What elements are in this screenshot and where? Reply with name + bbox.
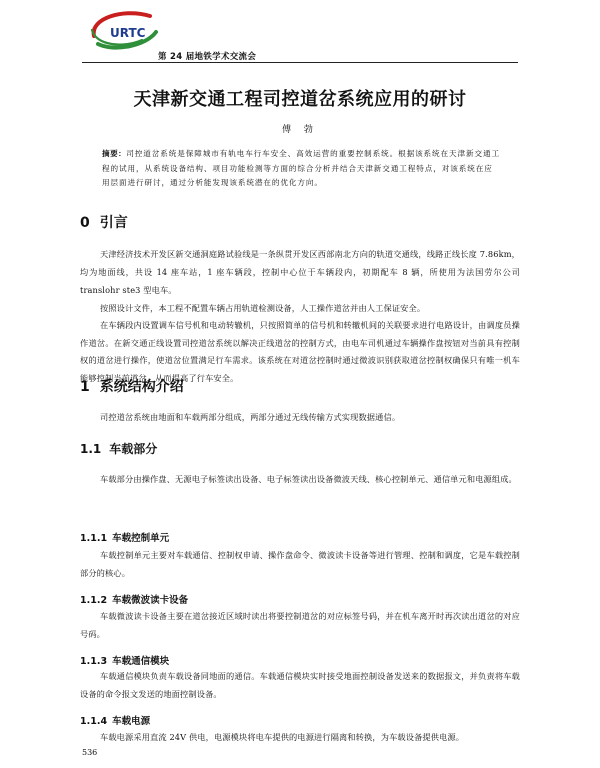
section-title: 车载部分 — [109, 442, 158, 456]
conference-name: 第 24 届地铁学术交流会 — [158, 52, 257, 62]
header-rule — [82, 62, 518, 63]
section-number: 1.1.3 — [80, 656, 108, 667]
page-number: 536 — [82, 748, 98, 757]
abstract-text: 司控道岔系统是保障城市有轨电车行车安全、高效运营的重要控制系统。根据该系统在天津新交通工程的试用，从系统设备结构、项目功能检测等方面的综合分析并结合天津新交通工程特点，对该系统在应用层面进行研讨，通过分析能发现该系统潜在的优化方向。 — [102, 149, 501, 187]
logo-text: URTC — [110, 26, 146, 40]
paragraph: 车载控制单元主要对车载通信、控制权申请、操作盘命令、微波读卡设备等进行管理、控制和调度，它是车载控制部分的核心。 — [80, 550, 520, 578]
abstract-label: 摘要： — [102, 149, 127, 158]
section-title: 系统结构介绍 — [99, 379, 184, 395]
subsubsection-heading-1-1-3 — [80, 653, 169, 667]
paper-author: 傅 勃 — [282, 125, 318, 135]
section-number: 0 — [80, 215, 90, 231]
section-title: 车载微波读卡设备 — [112, 595, 189, 606]
section-number: 1 — [80, 379, 90, 395]
section-title: 车载电源 — [112, 716, 151, 727]
subsubsection-heading-1-1-2 — [80, 592, 188, 606]
paragraph: 司控道岔系统由地面和车载两部分组成，两部分通过无线传输方式实现数据通信。 — [100, 412, 401, 422]
section-number: 1.1 — [80, 442, 102, 456]
section-number: 1.1.2 — [80, 595, 108, 606]
section-heading-1 — [80, 376, 184, 396]
paragraph: 车载微波读卡设备主要在道岔接近区域时读出将要控制道岔的对应标签号码，并在机车离开时再次读出道岔的对应号码。 — [80, 611, 520, 639]
subsubsection-heading-1-1-4 — [80, 713, 150, 727]
section-number: 1.1.1 — [80, 533, 108, 544]
paragraph: 车载部分由操作盘、无源电子标签读出设备、电子标签读出设备微波天线、核心控制单元、通信单元和电源组成。 — [100, 474, 517, 484]
subsubsection-heading-1-1-1 — [80, 530, 169, 544]
paragraph: 车载通信模块负责车载设备同地面的通信。车载通信模块实时接受地面控制设备发送来的数据报文，并负责将车载设备的命令报文发送的地面控制设备。 — [80, 671, 520, 699]
paragraph: 车载电源采用直流 24V 供电，电源模块将电车提供的电源进行隔离和转换，为车载设备提供电源。 — [100, 732, 465, 742]
urtc-logo — [84, 6, 162, 52]
page-header — [0, 0, 600, 62]
paragraph: 在车辆段内设置调车信号机和电动转辙机，只按照简单的信号机和转辙机间的关联要求进行电路设计，由调度员操作道岔。在新交通正线设置司控道岔系统以解决正线道岔的控制方式，由电车司机通过车辆操作盘按钮对当前具有控制权的道岔进行操作，使道岔位置满足行车需求。该系统在对道岔控制时通过微波识别获取道岔控制权确保只有唯一机车能够控制当前道岔，从而提高了行车安全。 — [80, 320, 520, 383]
paper-title: 天津新交通工程司控道岔系统应用的研讨 — [133, 89, 467, 110]
paragraph: 天津经济技术开发区新交通洞庭路试验线是一条纵贯开发区西部南北方向的轨道交通线，线路正线长度 7.86km，均为地面线，共设 14 座车站，1 座车辆段，控制中心位于车辆段内，初期配车 8 辆，所使用为法国劳尔公司 translohr ste3 型电车。 — [80, 249, 520, 295]
section-title: 车载控制单元 — [112, 533, 170, 544]
section-number: 1.1.4 — [80, 716, 108, 727]
paragraph: 按照设计文件，本工程不配置车辆占用轨道检测设备，人工操作道岔并由人工保证安全。 — [100, 303, 426, 313]
section-title: 引言 — [99, 215, 128, 231]
section-title: 车载通信模块 — [112, 656, 170, 667]
section-heading-0 — [80, 212, 128, 232]
abstract — [102, 147, 500, 191]
subsection-heading-1-1 — [80, 440, 157, 457]
